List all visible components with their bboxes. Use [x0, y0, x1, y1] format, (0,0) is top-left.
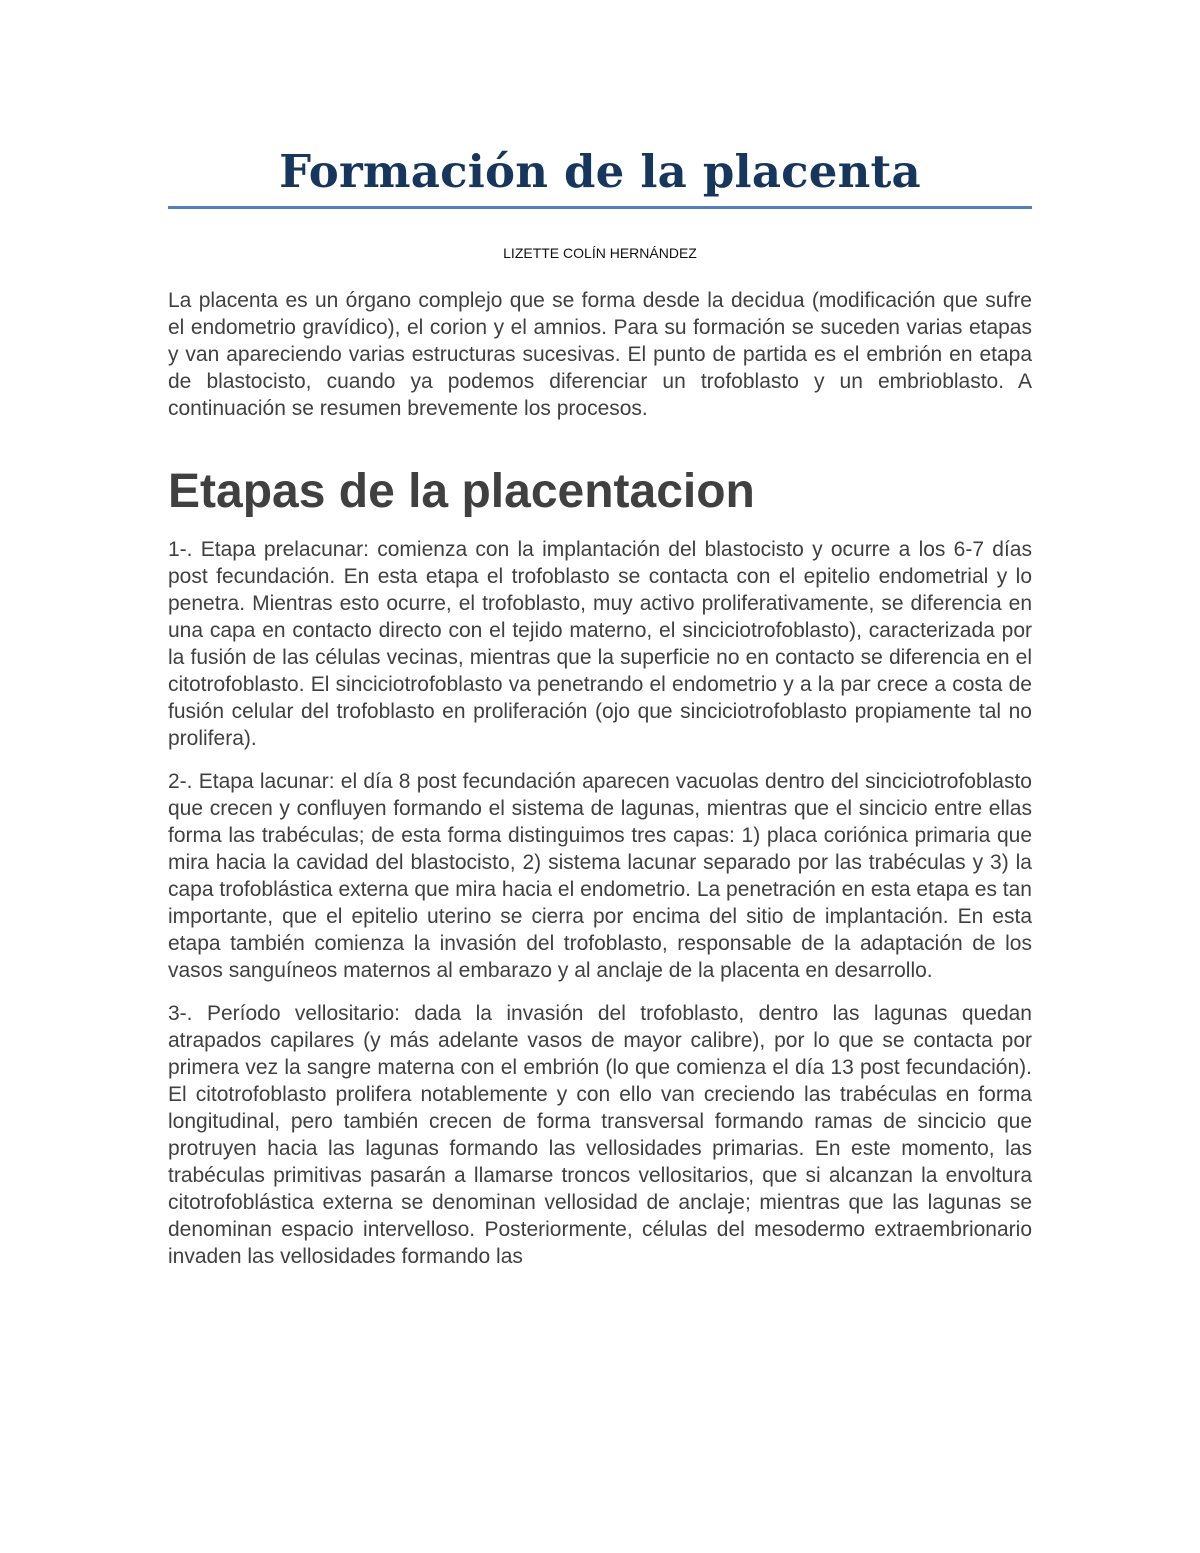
document-title: Formación de la placenta	[279, 145, 921, 198]
title-underline-rule	[168, 206, 1032, 209]
author-name: LIZETTE COLÍN HERNÁNDEZ	[503, 245, 697, 261]
stage-paragraph-vellositario: 3-. Período vellositario: dada la invasión del trofoblasto, dentro las lagunas quedan atrapados capilares (y más adelante vasos de mayor calibre), por lo que se contacta por primera vez la sangre materna con el embrión (lo que comienza el día 13 post fecundación). El citotrofoblasto prolifera notablemente y con ello van creciendo las trabéculas en forma longitudinal, pero también crecen de forma transversal formando ramas de sincicio que protruyen hacia las lagunas formando las vellosidades primarias. En este momento, las trabéculas primitivas pasarán a llamarse troncos vellositarios, que si alcanzan la envoltura citotrofoblástica externa se denominan vellosidad de anclaje; mientras que las lagunas se denominan espacio intervelloso. Posteriormente, células del mesodermo extraembrionario invaden las vellosidades formando las	[168, 1002, 1032, 1268]
section-heading: Etapas de la placentacion	[168, 465, 755, 518]
document-page	[168, 140, 1032, 1270]
stage-paragraph-lacunar: 2-. Etapa lacunar: el día 8 post fecundación aparecen vacuolas dentro del sinciciotrofoblasto que crecen y confluyen formando el sistema de lagunas, mientras que el sincicio entre ellas forma las trabéculas; de esta forma distinguimos tres capas: 1) placa coriónica primaria que mira hacia la cavidad del blastocisto, 2) sistema lacunar separado por las trabéculas y 3) la capa trofoblástica externa que mira hacia el endometrio. La penetración en esta etapa es tan importante, que el epitelio uterino se cierra por encima del sitio de implantación. En esta etapa también comienza la invasión del trofoblasto, responsable de la adaptación de los vasos sanguíneos maternos al embarazo y al anclaje de la placenta en desarrollo.	[168, 770, 1032, 982]
stage-paragraph-prelacunar: 1-. Etapa prelacunar: comienza con la implantación del blastocisto y ocurre a los 6-7 días post fecundación. En esta etapa el trofoblasto se contacta con el epitelio endometrial y lo penetra. Mientras esto ocurre, el trofoblasto, muy activo proliferativamente, se diferencia en una capa en contacto directo con el tejido materno, el sinciciotrofoblasto), caracterizada por la fusión de las células vecinas, mientras que la superficie no en contacto se diferencia en el citotrofoblasto. El sinciciotrofoblasto va penetrando el endometrio y a la par crece a costa de fusión celular del trofoblasto en proliferación (ojo que sinciciotrofoblasto propiamente tal no prolifera).	[168, 538, 1032, 750]
intro-paragraph: La placenta es un órgano complejo que se forma desde la decidua (modificación que sufre el endometrio gravídico), el corion y el amnios. Para su formación se suceden varias etapas y van apareciendo varias estructuras sucesivas. El punto de partida es el embrión en etapa de blastocisto, cuando ya podemos diferenciar un trofoblasto y un embrioblasto. A continuación se resumen brevemente los procesos.	[168, 289, 1032, 420]
